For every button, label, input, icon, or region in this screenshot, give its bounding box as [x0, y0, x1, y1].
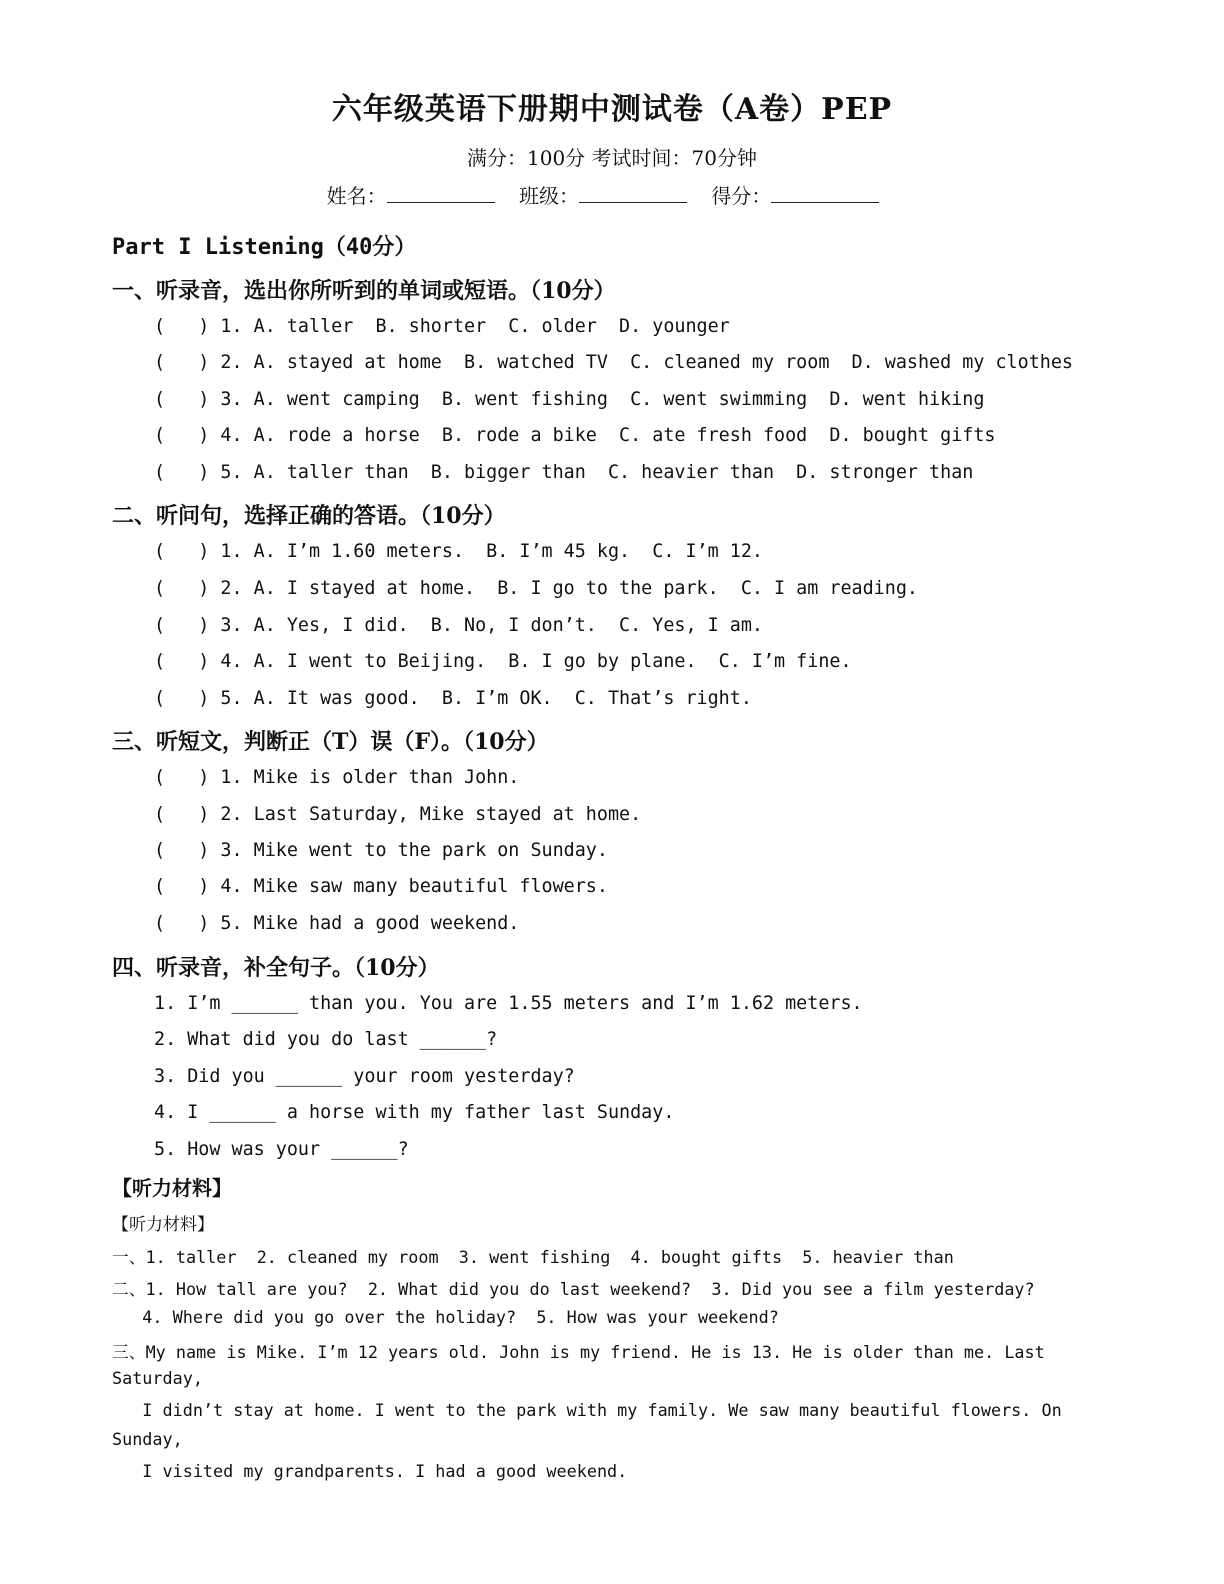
section-4-item: 1. I’m ______ than you. You are 1.55 meters and I’m 1.62 meters. [154, 993, 863, 1014]
materials-line: 二、1. How tall are you? 2. What did you do last weekend? 3. Did you see a film yesterday? [112, 1279, 1035, 1299]
section-1-item: ( ) 3. A. went camping B. went fishing C. went swimming D. went hiking [154, 389, 985, 410]
page-title: 六年级英语下册期中测试卷（A卷）PEP [331, 92, 893, 127]
section-1-title: 一、听录音，选出你所听到的单词或短语。（10分） [112, 278, 616, 304]
student-info-line [0, 180, 1224, 209]
name-blank[interactable] [387, 184, 495, 203]
section-4-item: 4. I ______ a horse with my father last Sunday. [154, 1102, 675, 1123]
section-3-item: ( ) 5. Mike had a good weekend. [154, 913, 520, 934]
materials-heading: 【听力材料】 [112, 1215, 214, 1235]
name-label: 姓名： [326, 184, 387, 208]
score-label: 得分： [711, 184, 772, 208]
materials-line: 4. Where did you go over the holiday? 5. How was your weekend? [112, 1307, 779, 1327]
section-3-item: ( ) 3. Mike went to the park on Sunday. [154, 840, 608, 861]
materials-line: Saturday, [112, 1368, 203, 1388]
class-label: 班级： [519, 184, 579, 208]
section-3-title: 三、听短文，判断正（T）误（F）。（10分） [112, 729, 549, 755]
materials-line: 三、My name is Mike. I’m 12 years old. John is my friend. He is 13. He is older than me. Last [112, 1342, 1045, 1362]
section-1-item: ( ) 4. A. rode a horse B. rode a bike C. ate fresh food D. bought gifts [154, 425, 996, 446]
score-time-line: 满分：100分 考试时间：70分钟 [467, 146, 757, 170]
section-4-item: 5. How was your ______? [154, 1139, 409, 1160]
materials-line: I visited my grandparents. I had a good weekend. [112, 1461, 628, 1481]
materials-line: Sunday, [112, 1429, 183, 1449]
section-4-title: 四、听录音，补全句子。（10分） [112, 955, 440, 981]
section-3-item: ( ) 4. Mike saw many beautiful flowers. [154, 876, 608, 897]
class-blank[interactable] [579, 184, 687, 203]
section-4-item: 3. Did you ______ your room yesterday? [154, 1066, 575, 1087]
section-4-item: 2. What did you do last ______? [154, 1029, 498, 1050]
section-2-item: ( ) 4. A. I went to Beijing. B. I go by plane. C. I’m fine. [154, 651, 852, 672]
section-1-item: ( ) 2. A. stayed at home B. watched TV C. cleaned my room D. washed my clothes [154, 352, 1073, 373]
materials-heading-bold: 【听力材料】 [112, 1176, 232, 1200]
section-1-item: ( ) 5. A. taller than B. bigger than C. heavier than D. stronger than [154, 462, 974, 483]
section-1-item: ( ) 1. A. taller B. shorter C. older D. younger [154, 316, 730, 337]
section-3-item: ( ) 2. Last Saturday, Mike stayed at home. [154, 804, 642, 825]
materials-line: I didn’t stay at home. I went to the park with my family. We saw many beautiful flowers. On [112, 1400, 1062, 1420]
part-1-title: Part I Listening（40分） [112, 235, 417, 260]
materials-line: 一、1. taller 2. cleaned my room 3. went fishing 4. bought gifts 5. heavier than [112, 1247, 954, 1267]
section-2-item: ( ) 5. A. It was good. B. I’m OK. C. That’s right. [154, 688, 752, 709]
score-blank[interactable] [771, 184, 879, 203]
section-3-item: ( ) 1. Mike is older than John. [154, 767, 520, 788]
section-2-item: ( ) 3. A. Yes, I did. B. No, I don’t. C. Yes, I am. [154, 615, 763, 636]
section-2-item: ( ) 1. A. I’m 1.60 meters. B. I’m 45 kg. C. I’m 12. [154, 541, 763, 562]
section-2-item: ( ) 2. A. I stayed at home. B. I go to the park. C. I am reading. [154, 578, 918, 599]
section-2-title: 二、听问句，选择正确的答语。（10分） [112, 503, 506, 529]
